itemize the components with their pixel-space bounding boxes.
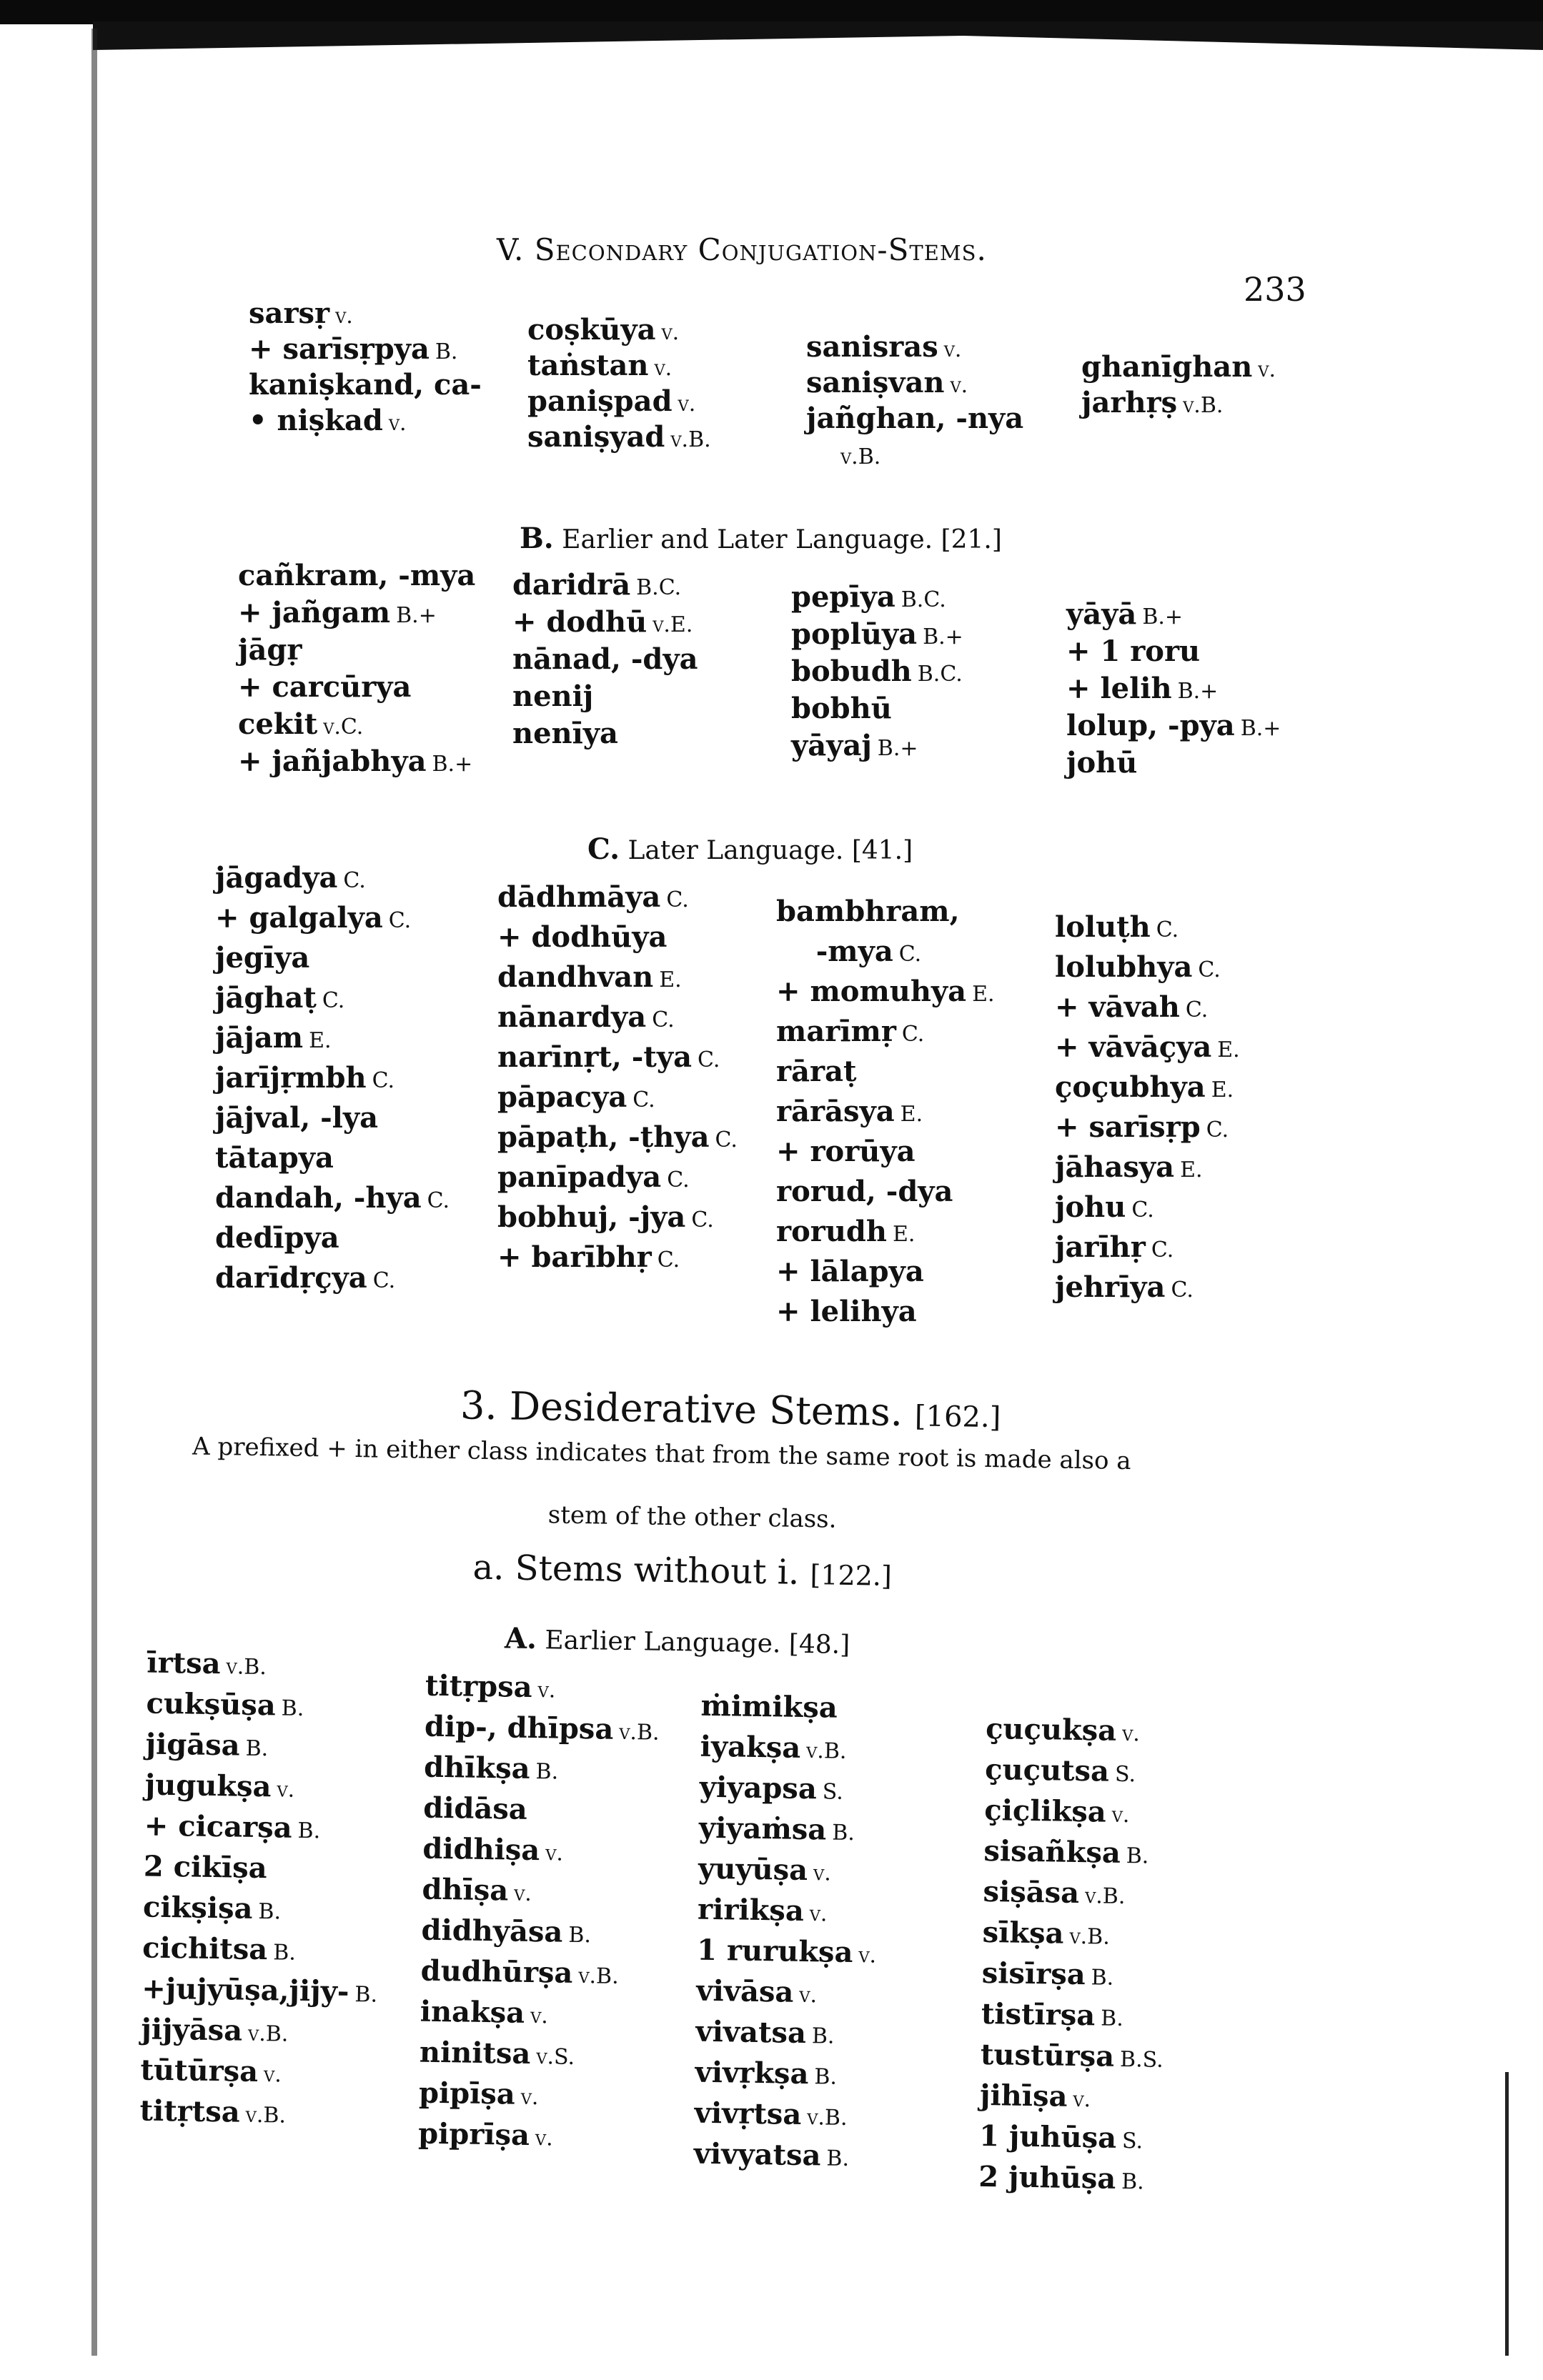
stem-entry: [420, 1954, 655, 1998]
stem-word: + jañjabhya: [238, 745, 427, 778]
stem-entry: [985, 1753, 1169, 1796]
source-abbrev: B.: [258, 1899, 282, 1925]
stem-word: cikṣiṣa: [142, 1890, 253, 1926]
stem-entry: [698, 1893, 878, 1936]
stem-word: cukṣūṣa: [146, 1686, 277, 1723]
stem-word: dhīkṣa: [423, 1750, 530, 1786]
stem-word: sanisras: [806, 330, 938, 364]
stem-word: pepīya: [791, 580, 895, 614]
stem-word: marīmṛ: [776, 1015, 896, 1048]
source-abbrev: v.: [545, 1841, 564, 1866]
stem-word: + cicarṣa: [144, 1808, 293, 1845]
stem-entry: [145, 1728, 382, 1772]
stem-entry: [139, 2093, 376, 2138]
source-abbrev: E.: [1211, 1077, 1234, 1102]
source-abbrev: C.: [901, 1022, 925, 1047]
source-abbrev: B.S.: [1119, 2046, 1164, 2073]
stem-word: jājval, -lya: [215, 1101, 379, 1135]
stem-word: jañghan, -nya: [806, 402, 1024, 435]
stem-word: cañkram, -mya: [238, 559, 476, 592]
source-abbrev: S.: [822, 1779, 844, 1805]
source-abbrev: C.: [322, 988, 345, 1013]
source-abbrev: E.: [892, 1222, 916, 1247]
stem-entry: [698, 1852, 878, 1896]
stem-entry: [983, 1875, 1166, 1918]
stem-word: dip-, dhīpsa: [424, 1709, 614, 1746]
stem-word: + barībhṛ: [497, 1240, 652, 1274]
stem-word: narīnṛt, -tya: [497, 1040, 692, 1074]
stem-entry: [144, 1808, 380, 1853]
note-line-2: stem of the other class.: [547, 1500, 837, 1534]
stem-entry: [981, 1997, 1164, 2041]
stem-word: tātapya: [215, 1141, 334, 1175]
source-abbrev: B.+: [877, 736, 918, 761]
stem-word: tūtūrṣa: [140, 2053, 259, 2089]
subheading-text: a. Stems without i.: [472, 1547, 800, 1593]
source-abbrev: B.: [811, 2023, 835, 2049]
stem-word: titṛpsa: [425, 1668, 533, 1704]
source-abbrev: C.: [657, 1248, 680, 1273]
source-abbrev: C.: [632, 1087, 655, 1112]
stem-entry: [420, 1995, 655, 2039]
source-abbrev: v.: [1258, 357, 1276, 382]
source-abbrev: v.B.: [840, 444, 881, 469]
stem-entry: [981, 1956, 1165, 2000]
stem-word: dandhvan: [497, 960, 654, 994]
stem-word: didhiṣa: [422, 1831, 540, 1868]
source-abbrev: [272, 1858, 273, 1883]
stem-word: bambhram,: [776, 895, 960, 928]
source-abbrev: B.C.: [636, 575, 682, 600]
stem-word: sarsṛ: [249, 297, 330, 330]
source-abbrev: B.: [435, 339, 458, 364]
source-abbrev: B.: [354, 1982, 378, 2008]
source-abbrev: v.: [537, 1678, 556, 1703]
stem-word: nānardya: [497, 1000, 647, 1034]
stem-entry: [695, 2015, 875, 2058]
stem-word: lolubhya: [1055, 950, 1193, 984]
stem-word: dandah, -hya: [215, 1181, 422, 1215]
stem-word: + sarīsṛpya: [249, 332, 430, 366]
stem-word: vivṛtsa: [694, 2096, 802, 2131]
source-abbrev: v.: [1111, 1802, 1130, 1828]
source-abbrev: B.: [568, 1922, 592, 1948]
source-abbrev: E.: [1217, 1037, 1240, 1062]
source-abbrev: E.: [900, 1102, 923, 1127]
stem-word: dedīpya: [215, 1221, 339, 1255]
stem-entry: [700, 1689, 880, 1733]
stem-word: dudhūrṣa: [420, 1953, 573, 1990]
stem-word: + jañgam: [238, 596, 391, 629]
stem-word: saniṣyad: [527, 420, 665, 454]
stem-word: sisañkṣa: [983, 1833, 1121, 1870]
stem-word: piprīṣa: [417, 2116, 530, 2153]
stem-word: nānad, -dya: [512, 642, 698, 676]
stem-word: cekit: [238, 707, 318, 741]
stem-entry: [421, 1913, 656, 1958]
page-number: 233: [1244, 270, 1306, 309]
stem-entry: [425, 1710, 660, 1754]
stem-word: pāpacya: [497, 1080, 627, 1114]
source-abbrev: B.+: [396, 603, 437, 628]
stem-word: çuçutsa: [984, 1752, 1110, 1788]
source-abbrev: v.: [1121, 1721, 1141, 1747]
stem-word: + rorūya: [776, 1135, 916, 1168]
stem-word: jigāsa: [145, 1727, 241, 1763]
source-abbrev: v.B.: [1183, 393, 1224, 418]
source-abbrev: v.: [799, 1982, 818, 2008]
stem-entry: [141, 2012, 377, 2056]
stem-entry: [697, 1933, 877, 1977]
stem-word: + vāvah: [1055, 990, 1180, 1024]
stem-word: + dodhū: [512, 605, 648, 639]
stem-entry: [982, 1916, 1166, 1959]
stem-entry: [143, 1849, 379, 1893]
stem-word: + 1 roru: [1066, 634, 1201, 668]
stem-entry: [696, 1974, 876, 2018]
stem-word: jarīhṛ: [1055, 1230, 1146, 1264]
source-abbrev: v.: [388, 411, 407, 436]
source-abbrev: B.: [814, 2064, 838, 2090]
source-abbrev: C.: [667, 1167, 690, 1193]
source-abbrev: v.: [513, 1881, 532, 1907]
stem-word: jijyāsa: [141, 2012, 243, 2048]
desiderative-heading: [460, 1383, 1001, 1436]
stem-entry: [979, 2119, 1163, 2163]
column-4: [978, 1712, 1169, 2204]
stem-word: + momuhya: [776, 975, 967, 1008]
stem-word: + lālapya: [776, 1255, 924, 1288]
stem-word: + lelih: [1066, 672, 1172, 705]
stem-entry: [984, 1793, 1168, 1837]
section-title: Later Language.: [627, 836, 844, 865]
stem-word: saniṣvan: [806, 366, 945, 399]
stem-word: -mya: [776, 935, 893, 968]
stem-entry: [980, 2038, 1164, 2081]
stem-word: yāyaj: [791, 729, 872, 762]
stem-word: ghanīghan: [1081, 350, 1253, 384]
stem-word: vivyatsa: [693, 2136, 821, 2173]
subheading: [472, 1548, 892, 1594]
stem-word: vivṛkṣa: [695, 2055, 809, 2091]
source-abbrev: B.+: [432, 752, 473, 777]
source-abbrev: B.: [281, 1696, 304, 1721]
stem-word: didhyāsa: [421, 1913, 563, 1949]
stem-word: jihīṣa: [979, 2078, 1068, 2113]
stem-word: coṣkūya: [527, 313, 656, 347]
heading-text: 3. Desiderative Stems.: [460, 1383, 903, 1435]
stem-entry: [418, 2117, 653, 2161]
stem-entry: [142, 1931, 379, 1975]
subheading-ref: [122.]: [810, 1559, 893, 1592]
stem-word: 2 juhūṣa: [978, 2159, 1116, 2196]
stem-word: paniṣpad: [527, 384, 673, 418]
source-abbrev: C.: [652, 1007, 675, 1032]
stem-word: cichitsa: [142, 1931, 268, 1967]
stem-word: bobhuj, -jya: [497, 1200, 686, 1234]
source-abbrev: C.: [1151, 1238, 1174, 1263]
section-letter: C.: [587, 832, 620, 866]
stem-entry: [424, 1751, 659, 1795]
stem-word: yiyapsa: [699, 1770, 818, 1806]
source-abbrev: v.B.: [805, 1738, 847, 1764]
source-abbrev: C.: [715, 1127, 738, 1152]
stem-word: lolup, -pya: [1066, 709, 1235, 742]
source-abbrev: B.+: [1240, 716, 1281, 741]
stem-word: dhīṣa: [422, 1872, 509, 1908]
stem-entry: [978, 2160, 1162, 2204]
source-abbrev: v.B.: [578, 1963, 619, 1989]
stem-word: bobhū: [791, 692, 892, 725]
source-abbrev: v.: [1073, 2086, 1091, 2113]
source-abbrev: v.B.: [619, 1719, 660, 1746]
stem-entry: [700, 1730, 880, 1773]
stem-word: darīdṛçya: [215, 1261, 367, 1295]
source-abbrev: v.: [858, 1943, 877, 1968]
source-abbrev: B.: [1091, 1965, 1114, 1991]
column-2: [418, 1669, 660, 2161]
source-abbrev: [532, 1800, 533, 1825]
stem-word: daridrā: [512, 568, 631, 602]
stem-word: jegīya: [215, 941, 310, 975]
stem-word: dādhmāya: [497, 880, 661, 914]
source-abbrev: C.: [1185, 997, 1209, 1022]
stem-word: loluṭh: [1055, 910, 1151, 944]
source-abbrev: v.B.: [247, 2021, 289, 2047]
stem-word: ninitsa: [419, 2035, 531, 2071]
source-abbrev: S.: [1114, 1761, 1136, 1788]
stem-word: yuyūṣa: [698, 1851, 808, 1888]
source-abbrev: v.B.: [1069, 1923, 1111, 1950]
stem-word: inakṣa: [420, 1994, 525, 2030]
stem-word: sisīrṣa: [981, 1956, 1086, 1992]
source-abbrev: v.: [530, 2003, 549, 2029]
stem-word: jarhṛṣ: [1081, 386, 1178, 419]
source-abbrev: C.: [372, 1268, 396, 1293]
source-abbrev: v.S.: [536, 2044, 575, 2070]
stem-word: titṛtsa: [139, 2093, 241, 2129]
stem-entry: [425, 1669, 660, 1713]
stem-entry: [423, 1791, 658, 1836]
stem-word: nenij: [512, 679, 594, 713]
source-abbrev: B.: [826, 2146, 850, 2172]
source-abbrev: C.: [388, 908, 412, 933]
stem-entry: [146, 1687, 382, 1731]
source-abbrev: C.: [343, 868, 366, 893]
stem-word: jarījṛmbh: [215, 1061, 367, 1095]
source-abbrev: B.+: [1142, 604, 1184, 629]
stem-word: johu: [1055, 1190, 1126, 1224]
stem-word: poplūya: [791, 617, 918, 651]
stem-word: • niṣkad: [249, 404, 383, 437]
stem-entry: [698, 1811, 878, 1855]
section-letter: B.: [520, 522, 554, 555]
source-abbrev: v.: [813, 1861, 832, 1886]
stem-word: johū: [1066, 746, 1138, 780]
stem-word: + carcūrya: [238, 670, 412, 704]
source-abbrev: v.B.: [226, 1654, 267, 1681]
source-abbrev: C.: [1206, 1117, 1229, 1142]
stem-entry: [983, 1834, 1167, 1878]
source-abbrev: v.: [950, 373, 968, 398]
heading-ref: [162.]: [914, 1400, 1001, 1435]
stem-word: rārāsya: [776, 1095, 895, 1128]
source-abbrev: C.: [1156, 917, 1179, 942]
source-abbrev: C.: [1171, 1278, 1194, 1303]
stem-entry: [422, 1832, 658, 1876]
stem-word: yāyā: [1066, 597, 1137, 631]
source-abbrev: v.: [535, 2126, 553, 2151]
stem-word: + sarīsṛp: [1055, 1110, 1201, 1144]
stem-word: didāsa: [422, 1791, 528, 1826]
stem-entry: [147, 1646, 383, 1691]
source-abbrev: C.: [898, 942, 922, 967]
section-ref: [48.]: [788, 1629, 850, 1660]
stem-word: rorud, -dya: [776, 1175, 953, 1208]
source-abbrev: v.: [678, 392, 696, 417]
source-abbrev: v.E.: [653, 612, 693, 637]
stem-word: jāghaṭ: [215, 981, 317, 1015]
source-abbrev: S.: [1121, 2128, 1143, 2154]
source-abbrev: E.: [659, 967, 682, 992]
stem-word: tustūrṣa: [980, 2037, 1115, 2073]
stem-entry: [422, 1873, 657, 1917]
stem-word: yiyaṁsa: [698, 1811, 827, 1847]
source-abbrev: v.: [520, 2084, 539, 2111]
note-line-1: A prefixed + in either class indicates that from the same root is made also a: [192, 1432, 1131, 1476]
source-abbrev: E.: [972, 982, 995, 1007]
stem-word: ṁimikṣa: [700, 1688, 838, 1725]
section-ref: [41.]: [851, 836, 913, 865]
source-abbrev: B.: [272, 1940, 297, 1966]
source-abbrev: B.: [297, 1818, 321, 1844]
stem-word: pipīṣa: [418, 2076, 516, 2111]
source-abbrev: C.: [427, 1188, 450, 1213]
stem-word: iyakṣa: [700, 1729, 801, 1765]
stem-word: çiçlikṣa: [984, 1793, 1107, 1829]
source-abbrev: B.: [1121, 2169, 1145, 2195]
source-abbrev: B.: [245, 1736, 269, 1762]
stem-entry: [695, 2056, 875, 2099]
source-abbrev: v.: [809, 1901, 828, 1927]
section-a-low-heading: [505, 1621, 850, 1660]
stem-word: rāraṭ: [776, 1055, 857, 1088]
stem-word: + vāvāçya: [1055, 1030, 1212, 1064]
source-abbrev: v.C.: [323, 715, 364, 740]
stem-word: tistīrṣa: [981, 1996, 1096, 2033]
section-title: Earlier and Later Language.: [562, 525, 933, 554]
source-abbrev: C.: [372, 1068, 395, 1093]
source-abbrev: C.: [1198, 957, 1221, 982]
section-ref: [21.]: [941, 525, 1002, 554]
source-abbrev: v.: [943, 337, 962, 362]
column-1: [139, 1646, 383, 2138]
stem-word: çoçubhya: [1055, 1070, 1206, 1104]
source-abbrev: B.: [1126, 1843, 1149, 1869]
stem-entry: [986, 1712, 1169, 1756]
stem-word: ririkṣa: [697, 1892, 805, 1928]
source-abbrev: B.: [1100, 2006, 1124, 2032]
source-abbrev: C.: [666, 887, 689, 912]
stem-word: vivāsa: [695, 1973, 794, 2009]
stem-entry: [419, 2036, 654, 2080]
source-abbrev: E.: [1180, 1157, 1203, 1182]
stem-word: vivatsa: [695, 2014, 807, 2051]
source-abbrev: E.: [309, 1028, 332, 1053]
stem-word: jāgadya: [215, 861, 338, 895]
stem-word: + lelihya: [776, 1295, 917, 1328]
stem-word: rorudh: [776, 1215, 887, 1248]
section-letter: A.: [504, 1621, 537, 1656]
source-abbrev: v.B.: [1084, 1883, 1126, 1910]
source-abbrev: B.: [535, 1759, 559, 1785]
stem-word: çuçukṣa: [985, 1711, 1117, 1748]
source-abbrev: v.: [661, 320, 680, 345]
source-abbrev: v.B.: [806, 2105, 848, 2131]
stem-entry: [699, 1771, 879, 1814]
source-abbrev: C.: [691, 1208, 714, 1233]
source-abbrev: C.: [698, 1047, 720, 1072]
source-abbrev: C.: [1131, 1198, 1154, 1223]
source-abbrev: B.C.: [901, 587, 946, 612]
source-abbrev: B.C.: [917, 662, 963, 687]
stem-word: 1 rurukṣa: [696, 1933, 853, 1970]
source-abbrev: v.: [335, 304, 353, 329]
stem-word: 2 cikīṣa: [143, 1849, 268, 1886]
stem-word: īrtsa: [147, 1645, 222, 1681]
source-abbrev: B.+: [923, 624, 963, 649]
source-abbrev: B.+: [1177, 679, 1219, 704]
stem-word: 1 juhūṣa: [978, 2118, 1117, 2155]
stem-word: jugukṣa: [144, 1768, 272, 1804]
source-abbrev: v.B.: [670, 427, 711, 452]
stem-word: pāpaṭh, -ṭhya: [497, 1120, 710, 1154]
stem-word: nenīya: [512, 717, 618, 750]
stem-word: taṅstan: [527, 349, 649, 382]
stem-word: sīkṣa: [982, 1915, 1064, 1951]
stem-entry: [693, 2137, 873, 2181]
column-3: [693, 1689, 880, 2181]
stem-word: jāhasya: [1055, 1150, 1175, 1184]
section-title: Earlier Language.: [545, 1625, 781, 1659]
stem-entry: [142, 1971, 378, 2016]
stem-word: kaniṣkand, ca-: [249, 368, 482, 402]
running-header: V. Secondary Conjugation-Stems.: [497, 232, 987, 267]
stem-word: jehrīya: [1055, 1270, 1166, 1304]
stem-entry: [694, 2096, 874, 2140]
stem-entry: [140, 2053, 377, 2097]
stem-word: bobudh: [791, 654, 912, 688]
source-abbrev: B.: [831, 1820, 855, 1846]
stem-word: +jujyūṣa,jijy-: [141, 1971, 349, 2009]
stem-word: jājam: [215, 1021, 304, 1055]
source-abbrev: v.: [263, 2062, 282, 2088]
stem-word: + galgalya: [215, 901, 383, 935]
stem-word: jāgṛ: [238, 633, 302, 667]
stem-entry: [980, 2078, 1164, 2122]
stem-entry: [143, 1890, 379, 1934]
stem-word: + dodhūya: [497, 920, 668, 954]
stem-word: siṣāsa: [983, 1874, 1080, 1911]
stem-word: panīpadya: [497, 1160, 662, 1194]
source-abbrev: v.: [654, 356, 673, 381]
stem-entry: [419, 2076, 654, 2121]
stem-entry: [144, 1768, 381, 1812]
source-abbrev: v.B.: [245, 2102, 287, 2128]
source-abbrev: v.: [277, 1777, 295, 1803]
